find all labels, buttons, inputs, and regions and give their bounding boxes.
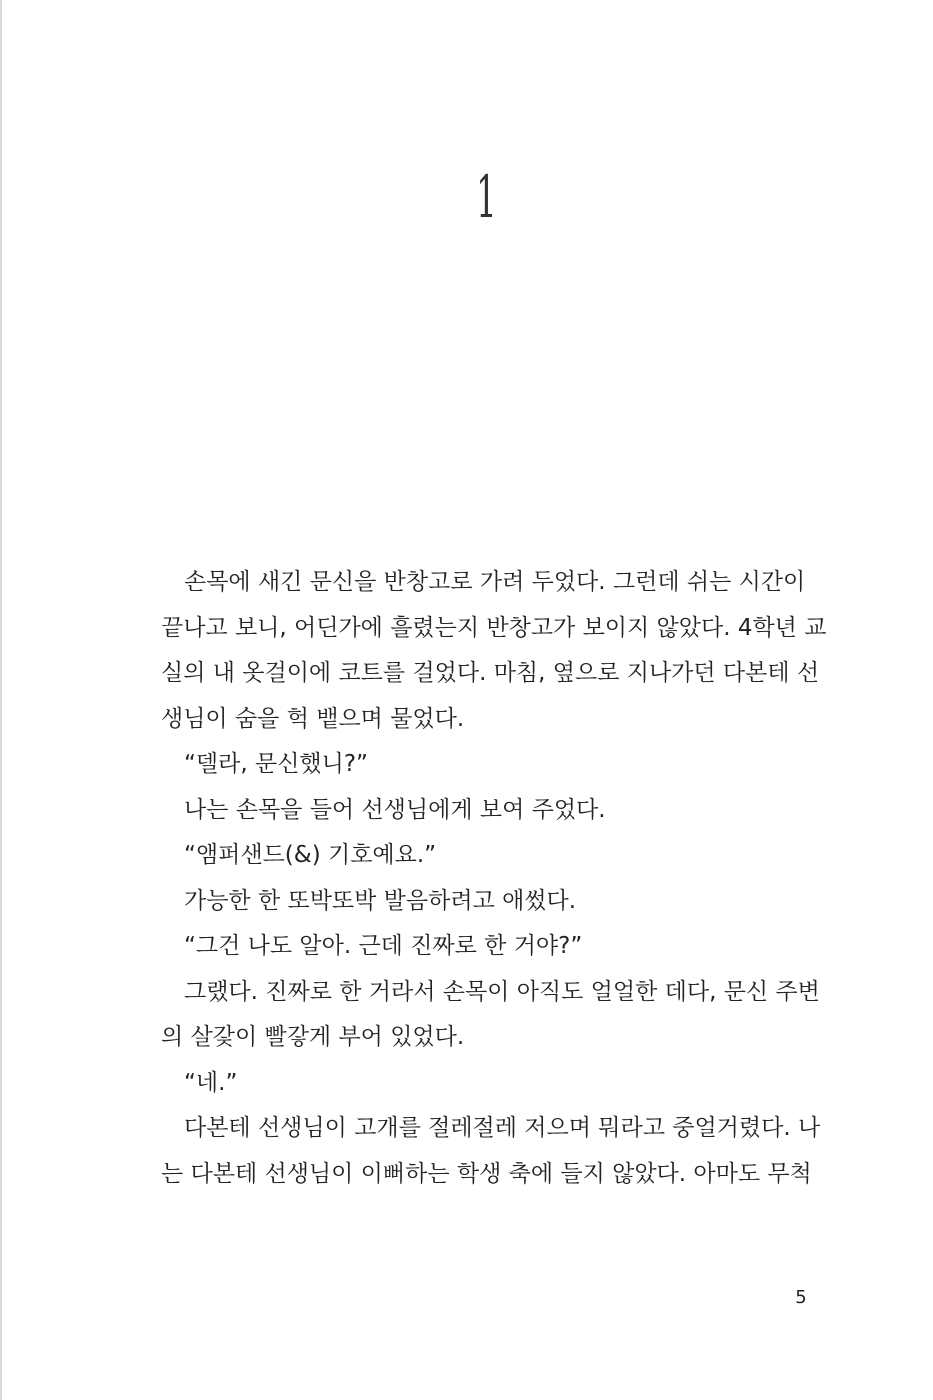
paragraph — [161, 742, 818, 788]
paragraph — [161, 788, 818, 834]
text-line: 손목에 새긴 문신을 반창고로 가려 두었다. 그런데 쉬는 시간이 — [184, 569, 806, 595]
paragraph — [161, 970, 818, 1061]
body-text — [161, 560, 827, 1197]
paragraph — [161, 560, 827, 742]
text-line: 다본테 선생님이 고개를 절레절레 저으며 뭐라고 중얼거렸다. 나 — [184, 1115, 821, 1141]
text-line: 가능한 한 또박또박 발음하려고 애썼다. — [184, 887, 577, 914]
text-line: 는 다본테 선생님이 이뻐하는 학생 축에 들지 않았다. 아마도 무척 — [161, 1160, 812, 1187]
paragraph — [161, 1106, 821, 1197]
text-line: 실의 내 옷걸이에 코트를 걸었다. 마침, 옆으로 지나가던 다본테 선 — [161, 660, 820, 686]
text-line: “그건 나도 알아. 근데 진짜로 한 거야?” — [184, 933, 583, 959]
paragraph — [161, 879, 818, 925]
text-line: 나는 손목을 들어 선생님에게 보여 주었다. — [184, 796, 606, 823]
text-line: “네.” — [184, 1069, 238, 1096]
text-line: 생님이 숨을 헉 뱉으며 물었다. — [161, 705, 465, 732]
text-line: 끝나고 보니, 어딘가에 흘렸는지 반창고가 보이지 않았다. 4학년 교 — [161, 614, 827, 641]
text-line: 의 살갗이 빨갛게 부어 있었다. — [161, 1024, 465, 1050]
page-number: 5 — [795, 1287, 807, 1308]
paragraph — [161, 924, 818, 970]
chapter-number-text: 1 — [476, 163, 497, 231]
text-line: “앰퍼샌드(&) 기호예요.” — [184, 842, 437, 868]
paragraph — [161, 1061, 818, 1107]
text-line: “델라, 문신했니?” — [184, 751, 368, 777]
chapter-number — [0, 163, 933, 231]
paragraph — [161, 833, 818, 879]
text-line: 그랬다. 진짜로 한 거라서 손목이 아직도 얼얼한 데다, 문신 주변 — [184, 978, 820, 1005]
